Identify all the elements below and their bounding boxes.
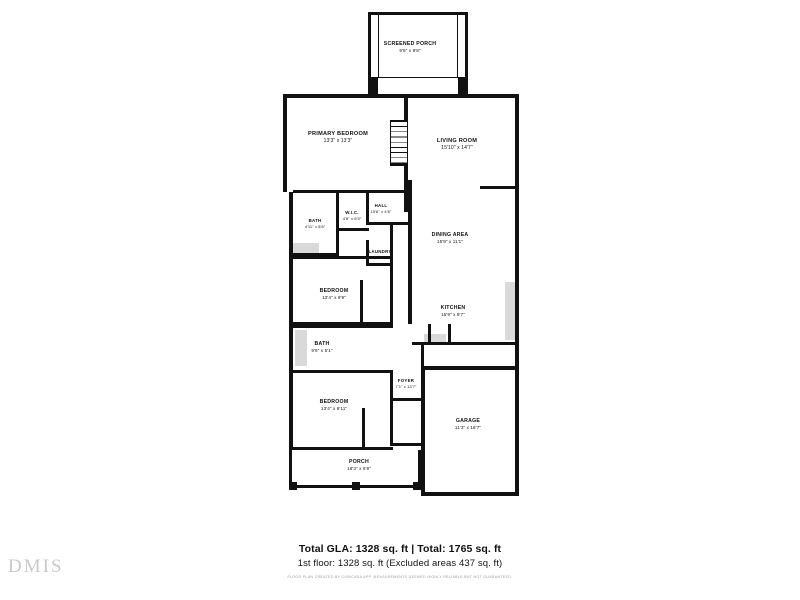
room-label-bath-2: BATH 9'9" x 5'1" <box>311 341 333 353</box>
wall-bath2-top <box>293 325 393 328</box>
wall-bedroom2-closet <box>360 280 363 322</box>
wall-bath1-right <box>336 193 339 256</box>
wall-foyer-closet <box>393 398 421 401</box>
screen-post-right <box>458 77 465 94</box>
room-label-wic: W.I.C. 4'8" x 6'5" <box>342 210 362 221</box>
room-label-primary-bedroom: PRIMARY BEDROOM 13'3" x 13'3" <box>307 131 369 144</box>
room-label-bedroom-3: BEDROOM 13'4" x 9'11" <box>319 399 349 411</box>
screen-post-left <box>371 77 378 94</box>
wall-kitchen-pantry <box>428 324 431 344</box>
wall-dining-left <box>408 190 412 324</box>
screen-mullion-right <box>457 14 458 78</box>
room-label-living-room: LIVING ROOM 15'10" x 14'7" <box>436 138 478 151</box>
wall-primary-closet-bottom <box>390 163 408 166</box>
room-label-hall: HALL 15'6" x 4'6" <box>370 203 392 214</box>
wall-corridor-right-2 <box>390 266 393 324</box>
wall-foyer-bottom <box>390 443 424 446</box>
wall-laundry-bottom <box>366 263 393 266</box>
wall-hall-top <box>293 190 408 193</box>
wall-porch-post-left <box>289 482 297 490</box>
wall-hall-bottom <box>366 222 408 225</box>
wall-bath2-bottom <box>293 370 393 373</box>
wall-house-bottom <box>421 492 519 496</box>
kitchen-counter-right <box>505 282 515 340</box>
wall-corridor-right <box>390 222 393 242</box>
room-label-dining-area: DINING AREA 15'9" x 11'1" <box>431 232 469 244</box>
room-label-porch: PORCH 18'3" x 6'9" <box>347 459 371 471</box>
screen-mullion-left <box>378 14 379 78</box>
wall-screened-porch-top <box>368 12 468 15</box>
wall-garage-left <box>421 366 425 496</box>
primary-closet-hatch <box>390 120 408 165</box>
wall-wic-bottom <box>339 228 369 231</box>
room-label-garage: GARAGE 11'3" x 18'7" <box>454 418 482 430</box>
room-label-foyer: FOYER 7'1" x 13'7" <box>395 378 417 389</box>
wall-house-left-lower <box>289 322 293 450</box>
watermark-logo: DMIS <box>8 556 64 577</box>
bath1-vanity <box>293 243 319 253</box>
wall-house-top <box>283 94 519 98</box>
screen-rail-bottom <box>371 77 465 78</box>
disclaimer-text: FLOOR PLAN CREATED BY CUBICASA APP. MEASUREMENTS DEEMED HIGHLY RELIABLE BUT NOT GUARANTEED. <box>287 575 513 579</box>
wall-wic-right <box>366 193 369 223</box>
wall-house-right-lower <box>515 366 519 496</box>
bath2-tub <box>295 330 307 366</box>
wall-living-dining-divider <box>408 180 412 190</box>
wall-porch-right <box>418 450 421 488</box>
room-label-bedroom-2: BEDROOM 13'4" x 9'9" <box>319 288 349 300</box>
wall-house-left-upper <box>283 94 287 192</box>
room-label-laundry: LAUNDRY 3'2" x 3'3" <box>368 249 392 260</box>
total-gla-text: Total GLA: 1328 sq. ft | Total: 1765 sq. ft <box>298 543 502 555</box>
wall-garage-top <box>421 366 519 370</box>
wall-house-right-upper <box>515 94 519 366</box>
room-label-screened-porch: SCREENED PORCH 9'5" x 9'8" <box>383 41 437 53</box>
wall-bedroom3-closet <box>362 408 365 447</box>
footer-totals <box>0 543 800 579</box>
room-label-kitchen: KITCHEN 15'9" x 9'7" <box>440 305 466 317</box>
wall-kitchen-pantry-2 <box>448 324 451 344</box>
floor-breakdown-text: 1st floor: 1328 sq. ft (Excluded areas 437 sq. ft) <box>297 558 503 569</box>
room-label-bath-1: BATH 4'11" x 8'6" <box>304 218 326 229</box>
wall-bedroom3-bottom <box>289 447 393 450</box>
wall-living-bottom-stub <box>480 186 519 189</box>
wall-screened-porch-right <box>465 12 468 94</box>
wall-porch-post-mid <box>352 482 360 490</box>
wall-foyer-left <box>390 373 393 445</box>
